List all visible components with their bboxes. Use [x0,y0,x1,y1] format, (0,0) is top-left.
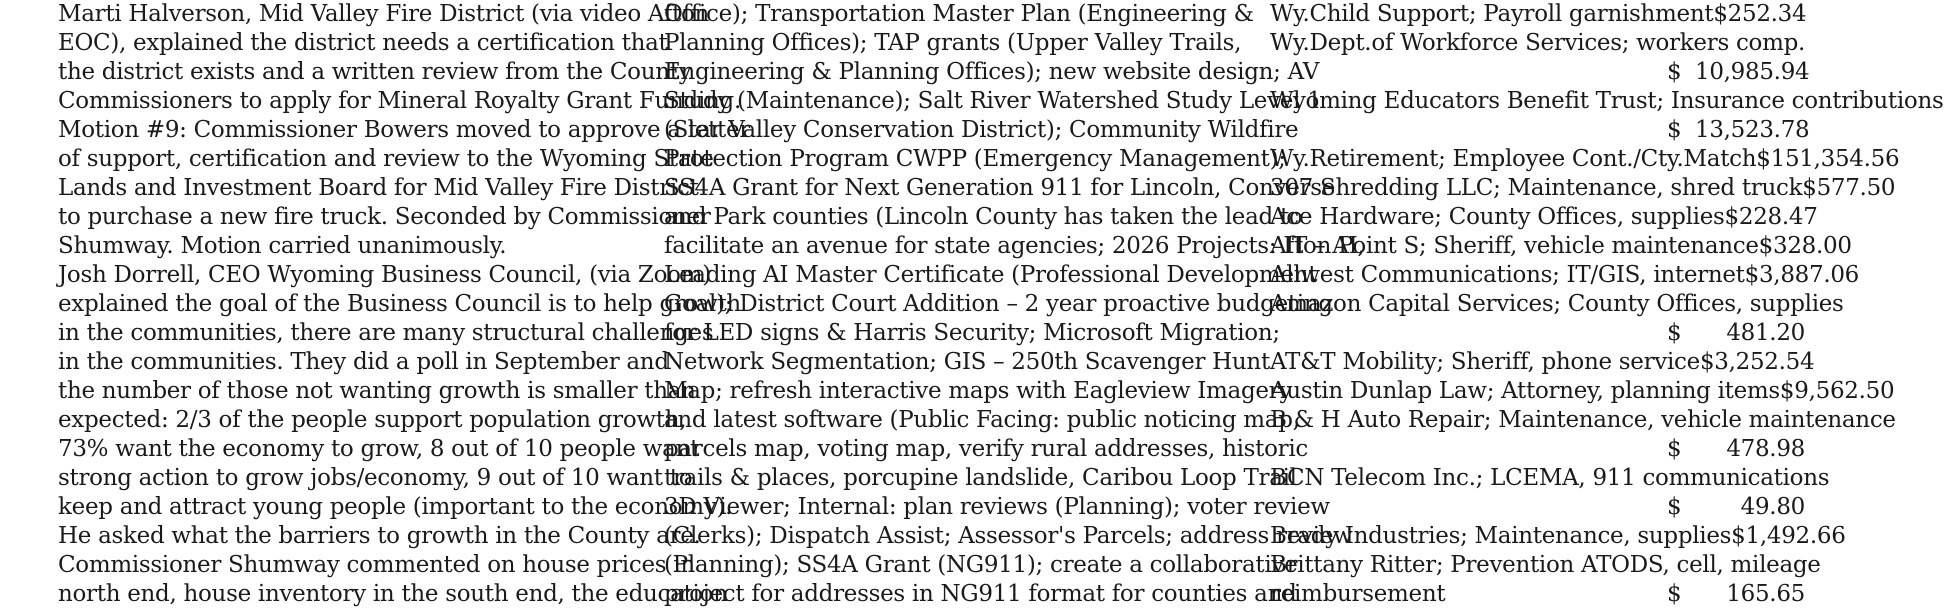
text-line: Network Segmentation; GIS – 250th Scavenger Hunt [664,349,1270,375]
text-line: for LED signs & Harris Security; Microsoft Migration; [664,320,1280,346]
text-line: (Planning); SS4A Grant (NG911); create a collaborative [664,552,1298,578]
currency-symbol: $ [1756,146,1771,172]
expense-amount: 3,887.06 [1758,262,1859,288]
expense-entry [1270,261,1859,290]
expense-amount: 481.20 [1726,320,1805,346]
text-line: Office); Transportation Master Plan (Engineering & [664,1,1254,27]
text-line: the district exists and a written review from the County [58,59,692,85]
text-line: facilitate an avenue for state agencies; 2026 Projects: IT – AI, [664,233,1365,259]
payee-description: BCN Telecom Inc.; LCEMA, 911 communications [1270,465,1830,491]
currency-symbol: $ [1802,175,1817,201]
payee-description: AT&T Mobility; Sheriff, phone service [1270,349,1700,375]
currency-symbol: $ [1667,59,1682,85]
payee-description: Wy.Dept.of Workforce Services; workers comp. [1270,30,1806,56]
expense-amount-line [1270,435,1805,464]
payee-description: 307 Shredding LLC; Maintenance, shred truck [1270,175,1803,201]
text-line: Josh Dorrell, CEO Wyoming Business Council, (via Zoom) [58,262,711,288]
article-column-left [58,0,750,607]
expense-amount: 577.50 [1816,175,1896,201]
payee-description: Afton Point S; Sheriff, vehicle maintenance [1270,233,1759,259]
expense-entry [1270,0,1805,29]
expense-amount: 1,492.66 [1745,523,1846,549]
expenditure-list-column [1270,0,1944,607]
expense-entry [1270,203,1818,232]
text-line: in the communities. They did a poll in September and [58,349,669,375]
expense-amount: 165.65 [1726,581,1805,607]
text-line: Goal); District Court Addition – 2 year proactive budgeting [664,291,1333,317]
expense-entry [1270,522,1846,551]
text-line: Marti Halverson, Mid Valley Fire District (via video Afton [58,1,710,27]
payee-description: Amazon Capital Services; County Offices, supplies [1270,291,1844,317]
expense-amount: 478.98 [1726,436,1805,462]
text-line: strong action to grow jobs/economy, 9 out of 10 want to [58,465,693,491]
text-line: Engineering & Planning Offices); new website design; AV [664,59,1320,85]
payee-description: Wy.Child Support; Payroll garnishment [1270,1,1714,27]
payee-description: Wy.Retirement; Employee Cont./Cty.Match [1270,146,1757,172]
expense-amount: 252.34 [1727,1,1807,27]
expense-entry [1270,377,1895,406]
payee-description: Austin Dunlap Law; Attorney, planning items [1270,378,1780,404]
text-line: and Park counties (Lincoln County has taken the lead to [664,204,1303,230]
text-line: and latest software (Public Facing: public noticing map, [664,407,1300,433]
text-line: keep and attract young people (important to the economy). [58,494,733,520]
currency-symbol: $ [1724,204,1739,230]
text-line: (Clerks); Dispatch Assist; Assessor's Parcels; address review [664,523,1353,549]
currency-symbol: $ [1667,581,1682,607]
expense-amount: 328.00 [1772,233,1852,259]
expense-amount: 13,523.78 [1695,117,1810,143]
expense-amount-line [1270,319,1805,348]
text-line: north end, house inventory in the south end, the education [58,581,728,607]
text-line: 3D Viewer; Internal: plan reviews (Planning); voter review [664,494,1330,520]
currency-symbol: $ [1779,378,1795,404]
currency-symbol: $ [1667,494,1682,520]
text-line: Commissioners to apply for Mineral Royalty Grant Funding. [58,88,741,114]
text-line: of support, certification and review to the Wyoming State [58,146,714,172]
expense-amount: 49.80 [1740,494,1805,520]
text-line: SS4A Grant for Next Generation 911 for Lincoln, Converse [664,175,1336,201]
expense-amount: 10,985.94 [1695,59,1810,85]
currency-symbol: $ [1731,523,1746,549]
text-line: Commissioner Shumway commented on house prices in [58,552,695,578]
text-line: Leading AI Master Certificate (Professional Development [664,262,1318,288]
currency-symbol: $ [1758,233,1773,259]
text-line: 73% want the economy to grow, 8 out of 10 people want [58,436,699,462]
expense-amount: 3,252.54 [1714,349,1815,375]
text-line: in the communities, there are many structural challenges [58,320,714,346]
text-line: (Star Valley Conservation District); Community Wildfire [664,117,1299,143]
text-line: He asked what the barriers to growth in the County are. [58,523,701,549]
currency-symbol: $ [1667,117,1682,143]
expense-entry [1270,145,1900,174]
payee-description: Brittany Ritter; Prevention ATODS, cell, mileage [1270,552,1821,578]
payee-description: B & H Auto Repair; Maintenance, vehicle maintenance [1270,407,1896,433]
text-line: project for addresses in NG911 format for counties and [664,581,1297,607]
text-line: Lands and Investment Board for Mid Valley Fire District [58,175,699,201]
expense-amount-line [1270,116,1810,145]
payee-description: Wyoming Educators Benefit Trust; Insurance contributions [1270,88,1944,114]
currency-symbol: $ [1744,262,1759,288]
text-line: parcels map, voting map, verify rural addresses, historic [664,436,1308,462]
text-line: Motion #9: Commissioner Bowers moved to approve a letter [58,117,750,143]
expense-entry [1270,580,1805,609]
text-line: EOC), explained the district needs a certification that [58,30,668,56]
text-line: Planning Offices); TAP grants (Upper Valley Trails, [664,30,1242,56]
expense-entry [1270,348,1815,377]
text-line: explained the goal of the Business Council is to help growth [58,291,741,317]
expense-amount: 151,354.56 [1770,146,1900,172]
payee-description: Allwest Communications; IT/GIS, internet [1270,262,1745,288]
currency-symbol: $ [1699,349,1715,375]
text-line: trails & places, porcupine landslide, Caribou Loop Trail [664,465,1297,491]
expense-amount: 228.47 [1738,204,1818,230]
text-line: Protection Program CWPP (Emergency Management); [664,146,1286,172]
expense-amount-line [1270,493,1805,522]
text-line: Shumway. Motion carried unanimously. [58,233,507,259]
expense-entry [1270,232,1852,261]
payee-description: Brady Industries; Maintenance, supplies [1270,523,1732,549]
payee-description: reimbursement [1270,581,1446,607]
text-line: to purchase a new fire truck. Seconded by Commissioner [58,204,711,230]
text-line: Study (Maintenance); Salt River Watershed Study Level 1 [664,88,1322,114]
expense-amount-line [1270,58,1810,87]
currency-symbol: $ [1667,436,1682,462]
text-line: expected: 2/3 of the people support population growth, [58,407,687,433]
expense-amount: 9,562.50 [1794,378,1895,404]
currency-symbol: $ [1713,1,1728,27]
currency-symbol: $ [1667,320,1682,346]
text-line: Map; refresh interactive maps with Eagleview Imagery [664,378,1293,404]
payee-description: Ace Hardware; County Offices, supplies [1270,204,1725,230]
expense-entry [1270,174,1896,203]
text-line: the number of those not wanting growth is smaller than [58,378,696,404]
